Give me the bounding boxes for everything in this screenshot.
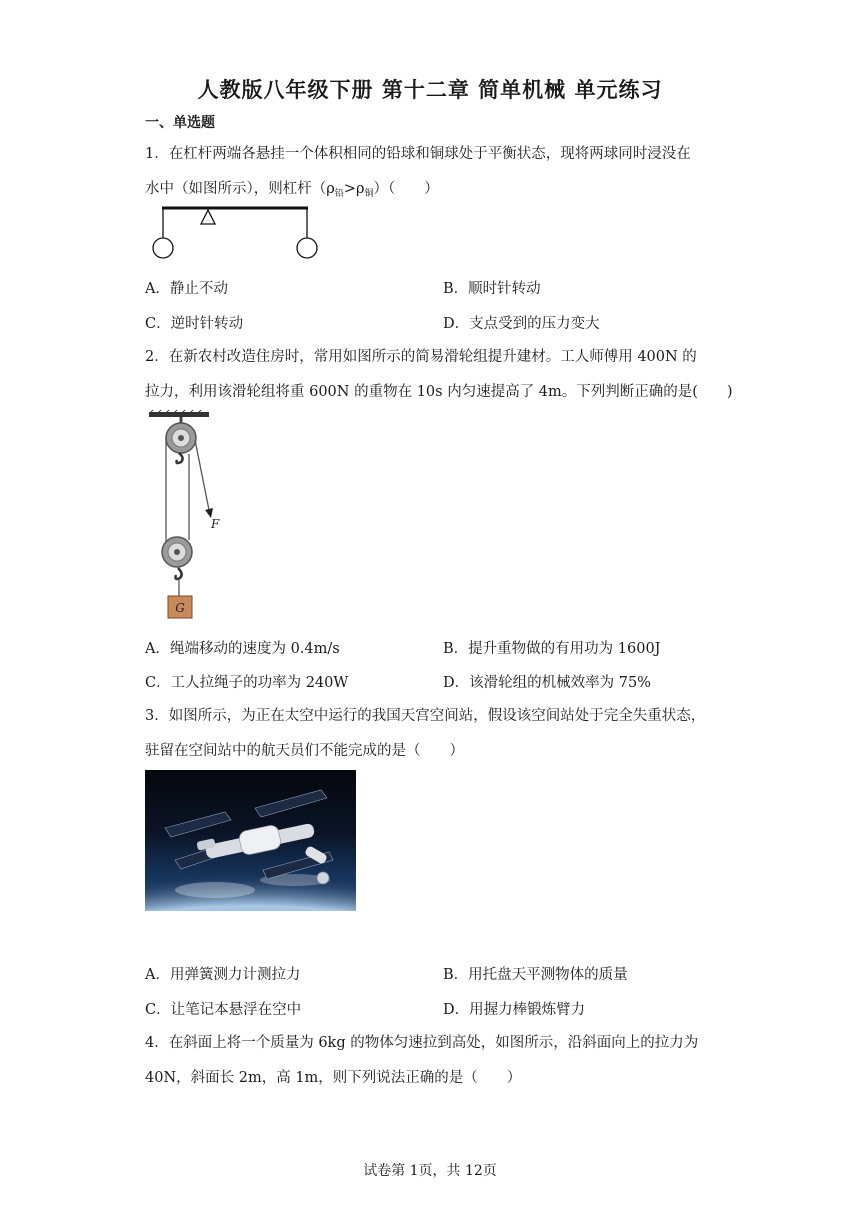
lower-hook: [176, 568, 182, 579]
question-1-text: 水中（如图所示），则杠杆（ρ: [145, 181, 335, 197]
question-1-line-1: 1．在杠杆两端各悬挂一个体积相同的铅球和铜球处于平衡状态，现将两球同时浸没在: [145, 146, 691, 162]
q1-option-a[interactable]: A．静止不动: [145, 281, 228, 297]
q2-option-b[interactable]: B．提升重物做的有用功为 1600J: [443, 641, 661, 657]
density-subscript-copper: 铜: [364, 189, 374, 199]
question-4-line-2: 40N，斜面长 2m，高 1m，则下列说法正确的是（ ）: [145, 1070, 522, 1086]
question-4-line-1: 4．在斜面上将一个质量为 6kg 的物体匀速拉到高处，如图所示，沿斜面向上的拉力为: [145, 1035, 699, 1051]
weight-label: G: [175, 601, 185, 615]
q3-option-d[interactable]: D．用握力棒锻炼臂力: [443, 1002, 586, 1018]
question-2-line-2: 拉力，利用该滑轮组将重 600N 的重物在 10s 内匀速提高了 4m。下列判断正确的是( ): [145, 384, 733, 400]
pulley-figure: [145, 410, 235, 622]
density-subscript-lead: 铅: [334, 189, 344, 199]
question-3-line-1: 3．如图所示，为正在太空中运行的我国天宫空间站，假设该空间站处于完全失重状态，: [145, 708, 706, 724]
lead-ball: [153, 238, 173, 258]
q3-option-a[interactable]: A．用弹簧测力计测拉力: [145, 967, 301, 983]
q2-option-d[interactable]: D．该滑轮组的机械效率为 75%: [443, 675, 651, 691]
q1-option-c[interactable]: C．逆时针转动: [145, 316, 244, 332]
rope-pull: [195, 440, 209, 510]
section-heading: 一、单选题: [145, 115, 215, 131]
question-3-line-2: 驻留在空间站中的航天员们不能完成的是（ ）: [145, 743, 464, 759]
copper-ball: [297, 238, 317, 258]
q2-option-a[interactable]: A．绳端移动的速度为 0.4m/s: [145, 641, 340, 657]
q2-option-c[interactable]: C．工人拉绳子的功率为 240W: [145, 675, 349, 691]
page-footer: 试卷第 1页，共 12页: [363, 1163, 497, 1179]
density-compare: >ρ: [343, 181, 365, 197]
question-2-line-1: 2．在新农村改造住房时，常用如图所示的简易滑轮组提升建材。工人师傅用 400N 的: [145, 349, 697, 365]
lever-figure: [150, 200, 325, 266]
fulcrum-icon: [201, 210, 215, 224]
question-1-blank: ）（ ）: [373, 181, 439, 197]
q1-option-d[interactable]: D．支点受到的压力变大: [443, 316, 600, 332]
q1-option-b[interactable]: B．顺时针转动: [443, 281, 541, 297]
space-station-photo: [145, 770, 356, 911]
upper-hook: [177, 453, 183, 463]
question-1-line-2: [145, 177, 439, 199]
page-title: 人教版八年级下册 第十二章 简单机械 单元练习: [197, 78, 663, 102]
q3-option-b[interactable]: B．用托盘天平测物体的质量: [443, 967, 628, 983]
ceiling: [149, 412, 209, 417]
q3-option-c[interactable]: C．让笔记本悬浮在空中: [145, 1002, 302, 1018]
force-label: F: [211, 517, 220, 531]
